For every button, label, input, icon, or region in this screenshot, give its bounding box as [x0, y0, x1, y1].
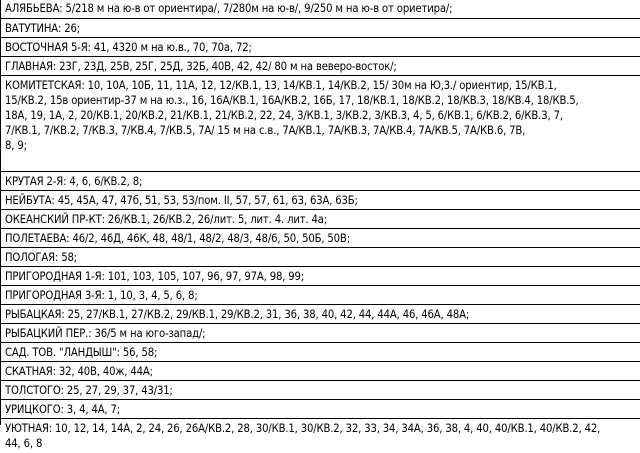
row-text: ПРИГОРОДНАЯ 1-Я: 101, 103, 105, 107, 96, 97, 97А, 98, 99; [5, 270, 305, 283]
table-row [1, 343, 640, 362]
table-row [1, 362, 640, 381]
table-row [1, 324, 640, 343]
table-row [1, 191, 640, 210]
table-row [1, 286, 640, 305]
row-text: ОКЕАНСКИЙ ПР-КТ: 26/КВ.1, 26/КВ.2, 26/лит. 5, лит. 4. лит. 4а; [5, 213, 328, 226]
table-row [1, 229, 640, 248]
table-row [1, 419, 640, 453]
row-text: 15/КВ.2, 15в ориентир-37 м на ю.з., 16, 16А/КВ.1, 16А/КВ.2, 16Б, 17, 18/КВ.1, 18/КВ.2, 18/КВ.3, 18/КВ.4, 18/КВ.5, [5, 94, 579, 107]
table-row [1, 0, 640, 19]
row-text: ПРИГОРОДНАЯ 3-Я: 1, 10, 3, 4, 5, 6, 8; [5, 289, 198, 302]
row-text: РЫБАЦКИЙ ПЕР.: 36/5 м на юго-запад/; [5, 327, 206, 340]
row-text: ГЛАВНАЯ: 23Г, 23Д, 25В, 25Г, 25Д, 32Б, 40В, 42, 42/ 80 м на веверо-восток/; [5, 60, 397, 73]
table-row [1, 38, 640, 57]
row-text: ТОЛСТОГО: 25, 27, 29, 37, 43/31; [5, 384, 173, 397]
row-text: ВОСТОЧНАЯ 5-Я: 41, 4320 м на ю.в., 70, 70а, 72; [5, 41, 252, 54]
row-text: 18А, 19, 1А, 2, 20/КВ.1, 20/КВ.2, 21/КВ.1, 21/КВ.2, 22, 24, 3/КВ.1, 3/КВ.2, 3/КВ.3, 4, 5, 6/КВ.1, 6/КВ.2, 6/КВ.3, 7, [5, 109, 563, 122]
row-text: КРУТАЯ 2-Я: 4, 6, 6/КВ.2, 8; [5, 175, 143, 188]
table-row [1, 172, 640, 191]
row-text: АЛЯБЬЕВА: 5/218 м на ю-в от ориентира/, 7/280м на ю-в/, 9/250 м на ю-в от ориетира/; [5, 2, 453, 15]
row-text: САД. ТОВ. "ЛАНДЫШ": 56, 58; [5, 346, 158, 359]
table-row [1, 76, 640, 172]
row-text: КОМИТЕТСКАЯ: 10, 10А, 10Б, 11, 11А, 12, 12/КВ.1, 13, 14/КВ.1, 14/КВ.2, 15/ 30м на Ю,3./ ориентир, 15/КВ.1, [5, 79, 557, 92]
row-text: 44, 6, 8 [5, 437, 43, 450]
table-row [1, 57, 640, 76]
row-text: 7/КВ.1, 7/КВ.2, 7/КВ.3, 7/КВ.4, 7/КВ.5, 7А/ 15 м на с.в., 7А/КВ.1, 7А/КВ.3, 7А/КВ.4, 7А/КВ.5, 7А/КВ.6, 7В, [5, 124, 526, 137]
row-text: УРИЦКОГО: 3, 4, 4А, 7; [5, 403, 121, 416]
row-text: 8, 9; [5, 139, 27, 152]
row-text: ПОЛОГАЯ: 58; [5, 251, 77, 264]
row-text: РЫБАЦКАЯ: 25, 27/КВ.1, 27/КВ.2, 29/КВ.1, 29/КВ.2, 31, 36, 38, 40, 42, 44, 44А, 46, 46А, 48А; [5, 308, 470, 321]
table-row [1, 400, 640, 419]
table-row [1, 267, 640, 286]
row-text: СКАТНАЯ: 32, 40В, 40ж, 44А; [5, 365, 153, 378]
row-text: УЮТНАЯ: 10, 12, 14, 14А, 2, 24, 26, 26А/КВ.2, 28, 30/КВ.1, 30/КВ.2, 32, 33, 34, 34А, 36, 38, 4, 40, 40/КВ.1, 40/КВ.2, 42, [5, 422, 601, 435]
row-text: ВАТУТИНА: 26; [5, 22, 81, 35]
table-row [1, 210, 640, 229]
table-row [1, 305, 640, 324]
row-text: ПОЛЕТАЕВА: 46/2, 46Д, 46К, 48, 48/1, 48/2, 48/3, 48/6, 50, 50Б, 50В; [5, 232, 350, 245]
table-row [1, 381, 640, 400]
row-text: НЕЙБУТА: 45, 45А, 47, 47б, 51, 53, 53/пом. II, 57, 57, 61, 63, 63А, 63Б; [5, 194, 358, 207]
table-row [1, 248, 640, 267]
table-row [1, 19, 640, 38]
